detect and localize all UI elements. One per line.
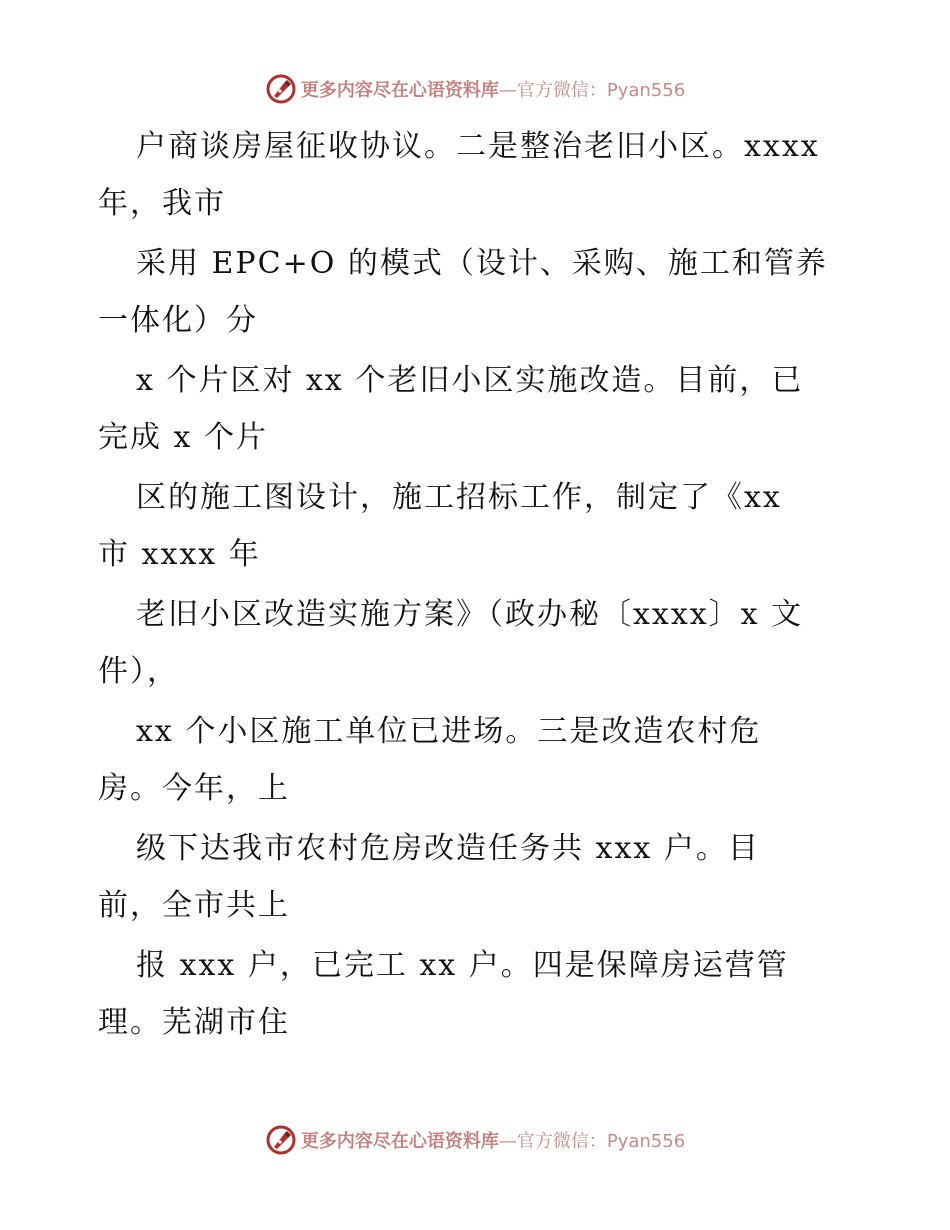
- body-line: 件），: [98, 654, 179, 689]
- header-banner-text: [301, 76, 685, 102]
- body-line: x 个片区对 xx 个老旧小区实施改造。目前，已: [136, 363, 804, 398]
- header-wechat-id: Pyan556: [606, 80, 686, 101]
- pen-nib-logo-icon: [265, 1124, 297, 1156]
- body-line: 房。今年，上: [98, 771, 290, 806]
- header-wechat-label: 官方微信：: [516, 80, 607, 101]
- body-line: 年，我市: [98, 186, 226, 221]
- footer-dash: —: [498, 1131, 517, 1152]
- body-line: 完成 x 个片: [98, 420, 268, 455]
- footer-wechat-id: Pyan556: [606, 1131, 686, 1152]
- header-banner: [0, 71, 950, 107]
- body-line: 老旧小区改造实施方案》（政办秘〔xxxx〕x 文: [136, 597, 804, 632]
- footer-wechat-label: 官方微信：: [516, 1131, 607, 1152]
- pen-nib-logo-icon: [265, 73, 297, 105]
- header-dash: —: [498, 80, 517, 101]
- body-line: 区的施工图设计，施工招标工作，制定了《xx: [136, 480, 782, 515]
- body-line: xx 个小区施工单位已进场。三是改造农村危: [136, 714, 762, 749]
- header-brand: 更多内容尽在心语资料库: [300, 80, 499, 101]
- body-line: 一体化）分: [98, 303, 258, 338]
- body-line: 报 xxx 户，已完工 xx 户。四是保障房运营管: [136, 948, 789, 983]
- body-line: 市 xxxx 年: [98, 537, 261, 572]
- footer-banner-text: [301, 1127, 685, 1153]
- body-line: 前，全市共上: [98, 888, 290, 923]
- footer-banner: [0, 1122, 950, 1158]
- body-line: 户商谈房屋征收协议。二是整治老旧小区。xxxx: [136, 129, 820, 164]
- body-line: 理。芜湖市住: [98, 1005, 290, 1040]
- body-line: 级下达我市农村危房改造任务共 xxx 户。目: [136, 831, 760, 866]
- body-line: 采用 EPC+O 的模式（设计、采购、施工和管养: [136, 246, 828, 281]
- footer-brand: 更多内容尽在心语资料库: [300, 1131, 499, 1152]
